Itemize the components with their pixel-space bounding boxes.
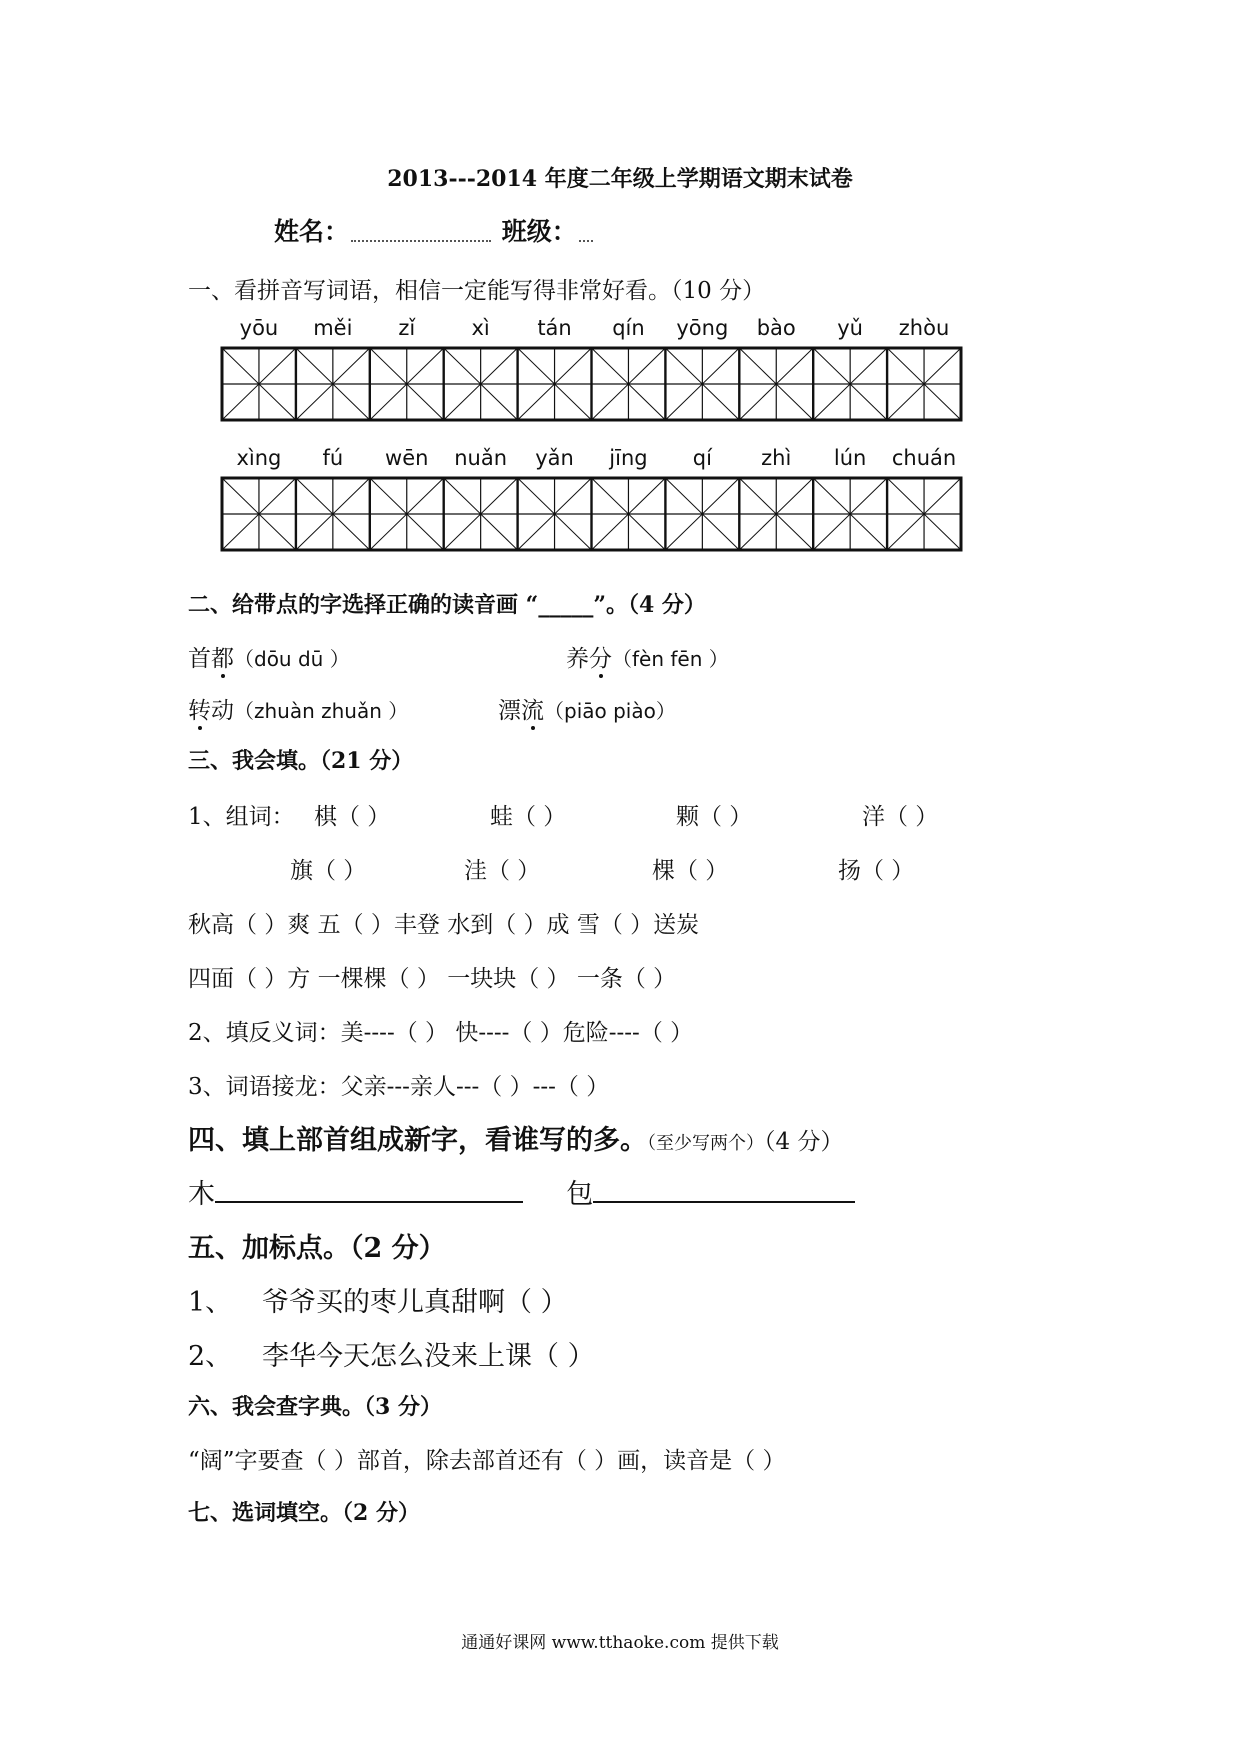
pinyin-syllable: tán xyxy=(537,316,572,340)
punct-item-2[interactable]: 李华今天怎么没来上课（ ） xyxy=(262,1341,595,1372)
word-1-plain: 首 xyxy=(188,646,211,672)
pinyin-syllable: qín xyxy=(612,316,645,340)
word-2-plain: 养 xyxy=(566,646,589,672)
pinyin-syllable: yǔ xyxy=(837,316,863,340)
pinyin-syllable: yōu xyxy=(239,316,279,340)
pinyin-syllable: bào xyxy=(756,316,796,340)
radical-row xyxy=(188,1172,855,1211)
pinyin-syllable: yōng xyxy=(676,316,729,340)
pinyin-syllable: zhì xyxy=(761,446,792,470)
zuci-item-8[interactable]: 扬（ ） xyxy=(838,858,915,884)
pinyin-syllable: jīng xyxy=(609,446,648,470)
word-1-options[interactable]: （dōu dū ） xyxy=(234,647,350,671)
section-4-heading: 四、填上部首组成新字，看谁写的多。 xyxy=(188,1125,647,1156)
pinyin-syllable: chuán xyxy=(891,446,957,470)
section-7-heading: 七、选词填空。（2 分） xyxy=(188,1500,420,1526)
section-6-heading: 六、我会查字典。（3 分） xyxy=(188,1394,442,1420)
word-2-dotted: 分 xyxy=(589,646,612,672)
name-label: 姓名： xyxy=(274,217,350,246)
class-label: 班级： xyxy=(501,217,577,246)
dictionary-question[interactable]: “阔”字要查（ ）部首，除去部首还有（ ）画，读音是（ ） xyxy=(188,1448,786,1474)
reading-line-1b xyxy=(566,640,729,673)
zuci-label: 1、组词： xyxy=(188,804,295,830)
pinyin-syllable: xìng xyxy=(236,446,282,470)
section-2-heading: 二、给带点的字选择正确的读音画 “_____”。（4 分） xyxy=(188,592,706,618)
exam-title: 2013---2014 年度二年级上学期语文期末试卷 xyxy=(387,166,853,192)
reading-line-2b xyxy=(498,692,676,725)
punct-num-2: 2、 xyxy=(188,1341,233,1372)
word-4-options[interactable]: （piāo piào） xyxy=(544,699,676,723)
writing-grids[interactable] xyxy=(0,0,1240,600)
pinyin-syllable: měi xyxy=(313,316,353,340)
pinyin-syllable: xì xyxy=(471,316,490,340)
radical-blank-2[interactable] xyxy=(593,1173,855,1203)
word-3-dotted: 转 xyxy=(188,698,211,724)
section-5-heading: 五、加标点。（2 分） xyxy=(188,1233,446,1264)
zuci-item-1[interactable]: 棋（ ） xyxy=(314,804,391,830)
antonym-row[interactable]: 2、填反义词：美----（ ） 快----（ ）危险----（ ） xyxy=(188,1020,694,1046)
word-4-plain: 漂 xyxy=(498,698,521,724)
zuci-item-7[interactable]: 棵（ ） xyxy=(652,858,729,884)
punct-item-1[interactable]: 爷爷买的枣儿真甜啊（ ） xyxy=(262,1287,568,1318)
section-4-score: （4 分） xyxy=(764,1129,844,1155)
reading-line-1 xyxy=(188,640,350,673)
word-2-options[interactable]: （fèn fēn ） xyxy=(612,647,729,671)
zuci-item-4[interactable]: 洋（ ） xyxy=(862,804,939,830)
reading-line-2 xyxy=(188,692,408,725)
pinyin-syllable: zǐ xyxy=(398,316,416,340)
word-3-options[interactable]: （zhuàn zhuǎn ） xyxy=(234,699,409,723)
word-chain-row[interactable]: 3、词语接龙：父亲---亲人---（ ）---（ ） xyxy=(188,1074,610,1100)
pinyin-syllable: zhòu xyxy=(898,316,950,340)
section-3-heading: 三、我会填。（21 分） xyxy=(188,748,414,774)
zuci-item-6[interactable]: 洼（ ） xyxy=(464,858,541,884)
section-4-note: （至少写两个） xyxy=(647,1133,764,1154)
radical-char-1: 木 xyxy=(188,1179,215,1210)
section-4-heading-row xyxy=(188,1118,843,1157)
zuci-item-2[interactable]: 蛙（ ） xyxy=(490,804,567,830)
idiom-row-1[interactable]: 秋高（ ）爽 五（ ）丰登 水到（ ）成 雪（ ）送炭 xyxy=(188,912,700,938)
pinyin-syllable: fú xyxy=(322,446,344,470)
word-4-dotted: 流 xyxy=(521,698,544,724)
pinyin-syllable: lún xyxy=(833,446,867,470)
idiom-row-2[interactable]: 四面（ ）方 一棵棵（ ） 一块块（ ） 一条（ ） xyxy=(188,966,677,992)
radical-blank-1[interactable] xyxy=(215,1173,523,1203)
pinyin-syllable: qí xyxy=(692,446,712,470)
zuci-item-3[interactable]: 颗（ ） xyxy=(676,804,753,830)
punct-num-1: 1、 xyxy=(188,1287,233,1318)
word-1-dotted: 都 xyxy=(211,646,234,672)
zuci-item-5[interactable]: 旗（ ） xyxy=(290,858,367,884)
pinyin-syllable: nuǎn xyxy=(454,446,508,470)
word-3-plain: 动 xyxy=(211,698,234,724)
radical-char-2: 包 xyxy=(566,1179,594,1210)
pinyin-syllable: yǎn xyxy=(535,446,574,470)
section-1-heading: 一、看拼音写词语，相信一定能写得非常好看。（10 分） xyxy=(188,278,766,304)
footer-credit: 通通好课网 www.tthaoke.com 提供下载 xyxy=(461,1633,779,1653)
pinyin-syllable: wēn xyxy=(385,446,429,470)
